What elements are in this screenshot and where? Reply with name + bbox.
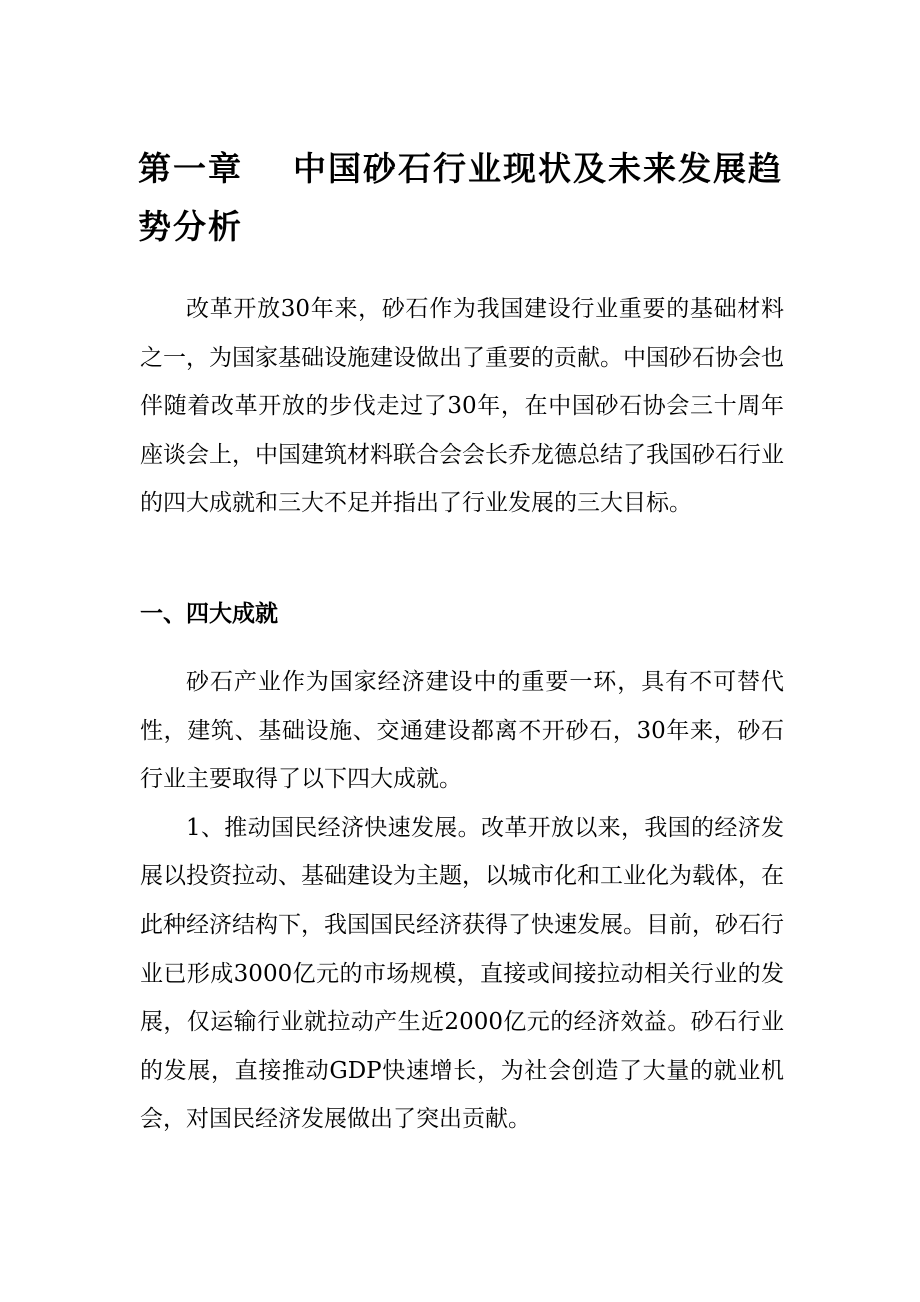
section-paragraph: 1、推动国民经济快速发展。改革开放以来，我国的经济发展以投资拉动、基础建设为主题，以城市化和工业化为载体，在此种经济结构下，我国国民经济获得了快速发展。目前，砂石行业已形成3000亿元的市场规模，直接或间接拉动相关行业的发展，仅运输行业就拉动产生近2000亿元的经济效益。砂石行业的发展，直接推动GDP快速增长，为社会创造了大量的就业机会，对国民经济发展做出了突出贡献。	[140, 814, 784, 1133]
intro-paragraph: 改革开放30年来，砂石作为我国建设行业重要的基础材料之一，为国家基础设施建设做出了重要的贡献。中国砂石协会也伴随着改革开放的步伐走过了30年，在中国砂石协会三十周年座谈会上，中国建筑材料联合会会长乔龙德总结了我国砂石行业的四大成就和三大不足并指出了行业发展的三大目标。	[140, 296, 784, 517]
section-heading: 一、四大成就	[140, 601, 278, 627]
section1-body	[140, 658, 784, 1144]
chapter-title-text: 中国砂石行业现状及未来发展趋势分析	[138, 149, 783, 246]
chapter-label: 第一章	[138, 149, 243, 188]
section-paragraph: 砂石产业作为国家经济建设中的重要一环，具有不可替代性，建筑、基础设施、交通建设都离不开砂石，30年来，砂石行业主要取得了以下四大成就。	[140, 669, 784, 793]
chapter-title	[138, 140, 798, 256]
intro-block	[140, 285, 784, 528]
